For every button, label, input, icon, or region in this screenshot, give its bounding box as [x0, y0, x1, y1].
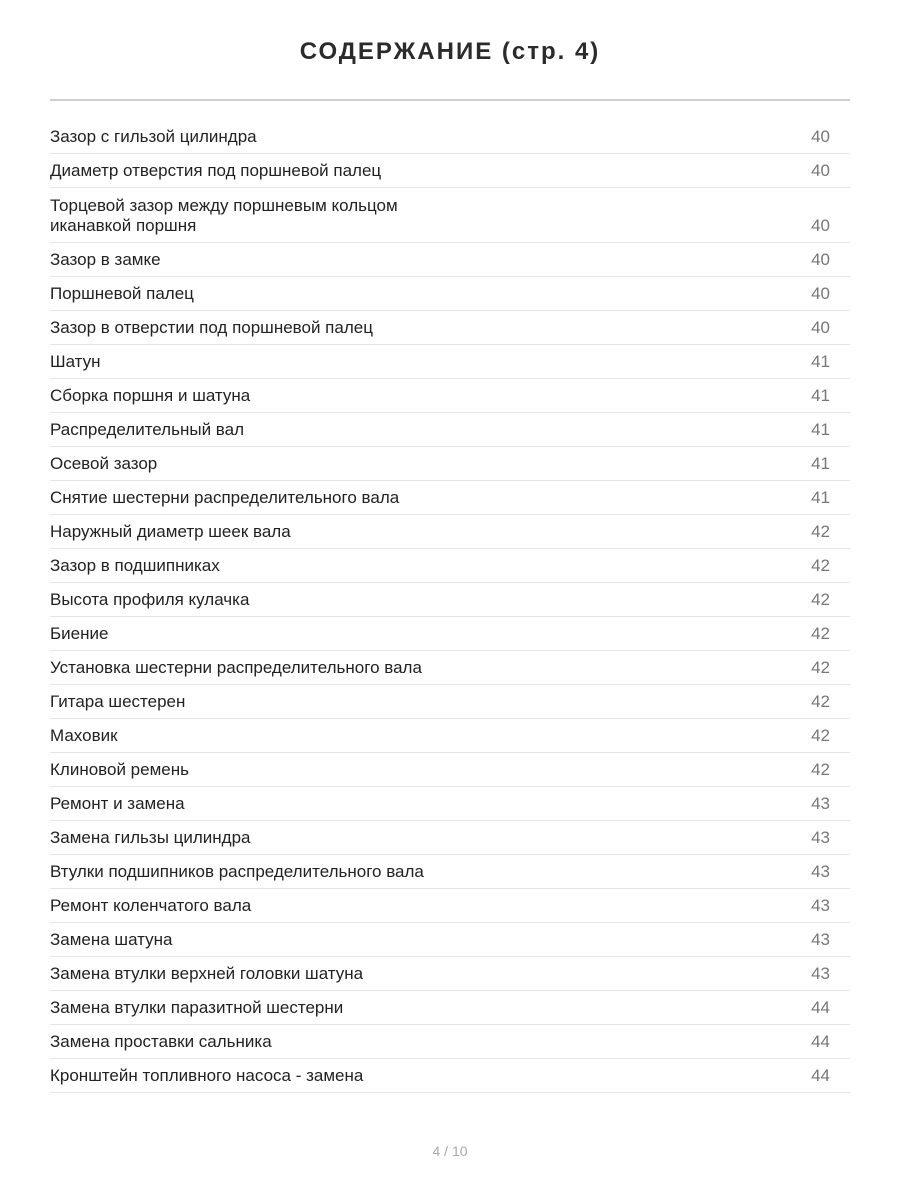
toc-item-page: 44: [811, 1032, 830, 1051]
toc-item-title: Торцевой зазор между поршневым кольцом иканавкой поршня: [50, 196, 398, 235]
toc-row[interactable]: [50, 753, 850, 787]
toc-item-page: 44: [811, 1066, 830, 1085]
toc-row[interactable]: [50, 277, 850, 311]
toc-item-title: Замена проставки сальника: [50, 1032, 272, 1051]
toc-row[interactable]: [50, 379, 850, 413]
toc-item-title: Зазор в отверстии под поршневой палец: [50, 318, 373, 337]
toc-item-title: Замена шатуна: [50, 930, 173, 949]
toc-item-page: 40: [811, 250, 830, 269]
toc-item-title: Шатун: [50, 352, 101, 371]
toc-row[interactable]: [50, 243, 850, 277]
toc-row[interactable]: [50, 188, 850, 243]
toc-item-title: Зазор в замке: [50, 250, 161, 269]
toc-row[interactable]: [50, 1025, 850, 1059]
toc-item-page: 44: [811, 998, 830, 1017]
toc-item-title: Поршневой палец: [50, 284, 194, 303]
toc-row[interactable]: [50, 345, 850, 379]
toc-row[interactable]: [50, 154, 850, 188]
toc-item-title: Биение: [50, 624, 109, 643]
toc-row[interactable]: [50, 991, 850, 1025]
toc-item-page: 40: [811, 318, 830, 337]
toc-item-title: Сборка поршня и шатуна: [50, 386, 251, 405]
toc-row[interactable]: [50, 719, 850, 753]
toc-row[interactable]: [50, 1059, 850, 1093]
toc-item-title: Втулки подшипников распределительного вала: [50, 862, 424, 881]
toc-item-title: Зазор в подшипниках: [50, 556, 220, 575]
toc-row[interactable]: [50, 447, 850, 481]
toc-item-title: Снятие шестерни распределительного вала: [50, 488, 400, 507]
toc-item-page: 41: [811, 420, 830, 439]
toc-row[interactable]: [50, 651, 850, 685]
toc-row[interactable]: [50, 311, 850, 345]
toc-item-page: 42: [811, 556, 830, 575]
toc-row[interactable]: [50, 481, 850, 515]
toc-item-title: Кронштейн топливного насоса - замена: [50, 1066, 364, 1085]
toc-item-page: 43: [811, 896, 830, 915]
toc-row[interactable]: [50, 120, 850, 154]
toc-item-page: 41: [811, 488, 830, 507]
title-divider: [50, 99, 850, 101]
toc-item-title: Гитара шестерен: [50, 692, 186, 711]
toc-row[interactable]: [50, 549, 850, 583]
toc-item-title: Диаметр отверстия под поршневой палец: [50, 161, 382, 180]
toc-row[interactable]: [50, 957, 850, 991]
toc-item-page: 43: [811, 862, 830, 881]
toc-item-title: Замена гильзы цилиндра: [50, 828, 251, 847]
toc-item-title: Ремонт коленчатого вала: [50, 896, 252, 915]
page-counter: 4 / 10: [432, 1143, 468, 1159]
toc-item-title: Ремонт и замена: [50, 794, 185, 813]
toc-item-page: 42: [811, 624, 830, 643]
toc-item-page: 43: [811, 828, 830, 847]
page-title: СОДЕРЖАНИЕ (стр. 4): [299, 38, 601, 65]
toc-item-page: 40: [811, 127, 830, 146]
toc-item-page: 42: [811, 658, 830, 677]
toc-item-page: 42: [811, 590, 830, 609]
toc-item-page: 41: [811, 386, 830, 405]
toc-item-title: Наружный диаметр шеек вала: [50, 522, 291, 541]
toc-item-title: Маховик: [50, 726, 118, 745]
toc-row[interactable]: [50, 583, 850, 617]
toc-item-title: Осевой зазор: [50, 454, 158, 473]
toc-item-page: 40: [811, 284, 830, 303]
toc-item-title: Установка шестерни распределительного вала: [50, 658, 422, 677]
toc-item-title: Замена втулки паразитной шестерни: [50, 998, 344, 1017]
toc-item-page: 42: [811, 726, 830, 745]
toc-item-page: 43: [811, 964, 830, 983]
toc-row[interactable]: [50, 685, 850, 719]
toc-list: [50, 120, 850, 1093]
toc-item-page: 41: [811, 352, 830, 371]
toc-row[interactable]: [50, 889, 850, 923]
toc-item-title: Распределительный вал: [50, 420, 244, 439]
toc-row[interactable]: [50, 515, 850, 549]
toc-row[interactable]: [50, 413, 850, 447]
toc-item-page: 40: [811, 216, 830, 235]
toc-item-title: Высота профиля кулачка: [50, 590, 250, 609]
toc-row[interactable]: [50, 821, 850, 855]
toc-item-page: 41: [811, 454, 830, 473]
toc-row[interactable]: [50, 855, 850, 889]
toc-item-page: 42: [811, 692, 830, 711]
toc-item-page: 43: [811, 794, 830, 813]
toc-item-page: 43: [811, 930, 830, 949]
toc-item-page: 42: [811, 522, 830, 541]
toc-row[interactable]: [50, 923, 850, 957]
toc-item-title: Замена втулки верхней головки шатуна: [50, 964, 364, 983]
toc-item-page: 42: [811, 760, 830, 779]
toc-row[interactable]: [50, 787, 850, 821]
toc-item-title: Зазор с гильзой цилиндра: [50, 127, 257, 146]
toc-item-page: 40: [811, 161, 830, 180]
toc-row[interactable]: [50, 617, 850, 651]
toc-item-title: Клиновой ремень: [50, 760, 189, 779]
